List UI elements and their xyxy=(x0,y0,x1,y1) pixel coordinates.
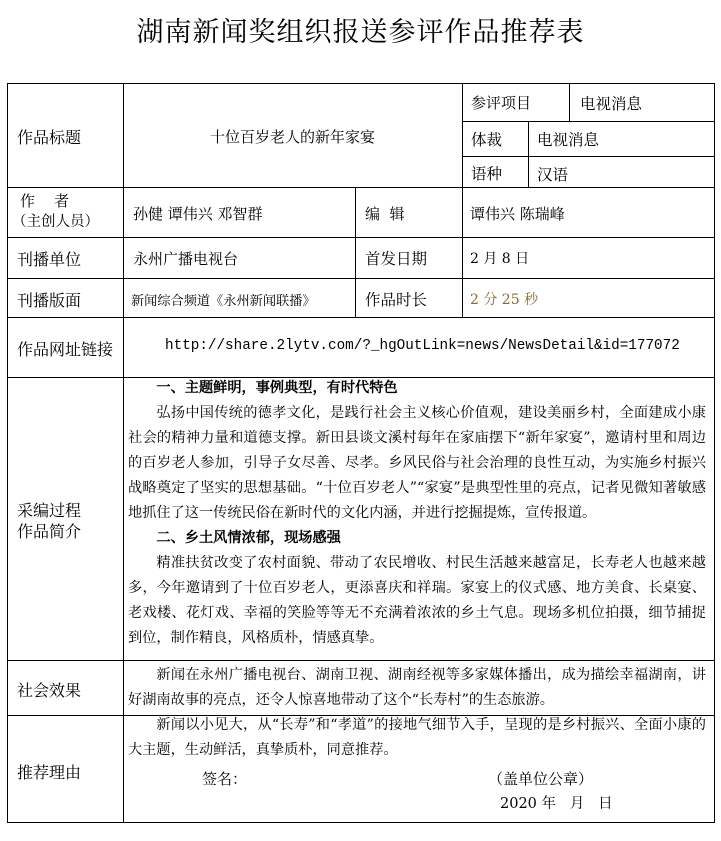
table-border-bottom xyxy=(7,822,715,823)
editors-value: 谭伟兴 陈瑞峰 xyxy=(470,205,565,223)
language-label: 语种 xyxy=(471,165,503,183)
social-effect-text: 新闻在永州广播电视台、湖南卫视、湖南经视等多家媒体播出，成为描绘幸福湖南，讲好湖南故事的亮点，还令人惊喜地带动了这个“长寿村”的生态旅游。 xyxy=(128,667,706,708)
editors-label: 编 辑 xyxy=(365,205,405,223)
publisher-label: 刊播单位 xyxy=(17,250,82,269)
authors-label-line1: 作 者 xyxy=(20,192,70,210)
column-divider xyxy=(355,187,356,317)
table-border-top xyxy=(7,83,715,84)
first-date-label: 首发日期 xyxy=(365,250,428,268)
work-title-label: 作品标题 xyxy=(17,128,82,147)
duration-label: 作品时长 xyxy=(365,291,428,309)
work-title-value: 十位百岁老人的新年家宴 xyxy=(209,128,375,146)
label-column-divider xyxy=(123,83,124,823)
table-border-left xyxy=(7,83,8,823)
recommendation-label: 推荐理由 xyxy=(17,763,82,782)
social-effect-label: 社会效果 xyxy=(17,681,82,700)
duration-value: 2 分 25 秒 xyxy=(470,292,539,308)
row-divider xyxy=(7,317,715,318)
process-paragraph-1: 弘扬中国传统的德孝文化，是践行社会主义核心价值观，建设美丽乡村，全面建成小康社会的精神力量和道德支撑。新田县谈文溪村每年在家庙摆下“新年家宴”，邀请村里和周边的百岁老人参加，引导子女尽善、尽孝。乡风民俗与社会治理的良性互动，为实施乡村振兴战略奠定了坚实的思想基础。“十位百岁老人”“家宴”是典型性里的亮点，记者见微知著敏感地抓住了这一传统民俗在新时代的文化内涵，并进行挖掘提炼，宣传报道。 xyxy=(128,405,706,521)
row-divider xyxy=(7,660,715,661)
recommendation-content xyxy=(128,713,706,763)
program-value: 新闻综合频道《永州新闻联播》 xyxy=(131,294,316,309)
genre-label: 体裁 xyxy=(471,131,503,149)
genre-value: 电视消息 xyxy=(537,131,600,149)
work-url-link[interactable]: http://share.2lytv.com/?_hgOutLink=news/NewsDetail&id=177072 xyxy=(165,338,680,354)
program-label: 刊播版面 xyxy=(17,291,82,310)
process-label-line1: 采编过程 xyxy=(17,501,82,520)
date-line: 2020 年 月 日 xyxy=(500,796,613,812)
table-border-right xyxy=(714,83,715,823)
column-divider xyxy=(462,83,463,317)
authors-label-line2: （主创人员） xyxy=(12,214,99,230)
row-divider xyxy=(7,187,715,188)
authors-value: 孙健 谭伟兴 邓智群 xyxy=(133,205,263,223)
column-divider xyxy=(528,121,529,187)
process-content xyxy=(128,376,706,651)
column-divider xyxy=(569,83,570,121)
social-effect-content xyxy=(128,663,706,713)
row-divider xyxy=(462,121,715,122)
process-label-line2: 作品简介 xyxy=(17,522,82,541)
row-divider xyxy=(7,278,715,279)
category-label: 参评项目 xyxy=(471,94,532,112)
process-heading-1: 一、主题鲜明，事例典型，有时代特色 xyxy=(156,380,398,396)
seal-label: （盖单位公章） xyxy=(488,770,594,788)
process-paragraph-2: 精准扶贫改变了农村面貌、带动了农民增收、村民生活越来越富足，长寿老人也越来越多，今年邀请到了十位百岁老人，更添喜庆和祥瑞。家宴上的仪式感、地方美食、长桌宴、老戏楼、花灯戏、幸福的笑脸等等无不充满着浓浓的乡土气息。现场多机位拍摄，细节捕捉到位，制作精良，风格质朴，情感真挚。 xyxy=(128,555,706,646)
document-title: 湖南新闻奖组织报送参评作品推荐表 xyxy=(136,17,585,48)
row-divider xyxy=(462,156,715,157)
url-label: 作品网址链接 xyxy=(17,340,114,359)
recommendation-text: 新闻以小见大，从“长寿”和“孝道”的接地气细节入手，呈现的是乡村振兴、全面小康的大主题，生动鲜活，真挚质朴，同意推荐。 xyxy=(128,717,706,758)
signature-label: 签名： xyxy=(202,770,248,788)
publisher-value: 永州广播电视台 xyxy=(133,250,239,268)
category-value: 电视消息 xyxy=(580,95,643,113)
first-date-value: 2 月 8 日 xyxy=(470,251,530,267)
row-divider xyxy=(7,237,715,238)
language-value: 汉语 xyxy=(537,166,569,184)
process-heading-2: 二、乡土风情浓郁，现场感强 xyxy=(156,530,341,546)
